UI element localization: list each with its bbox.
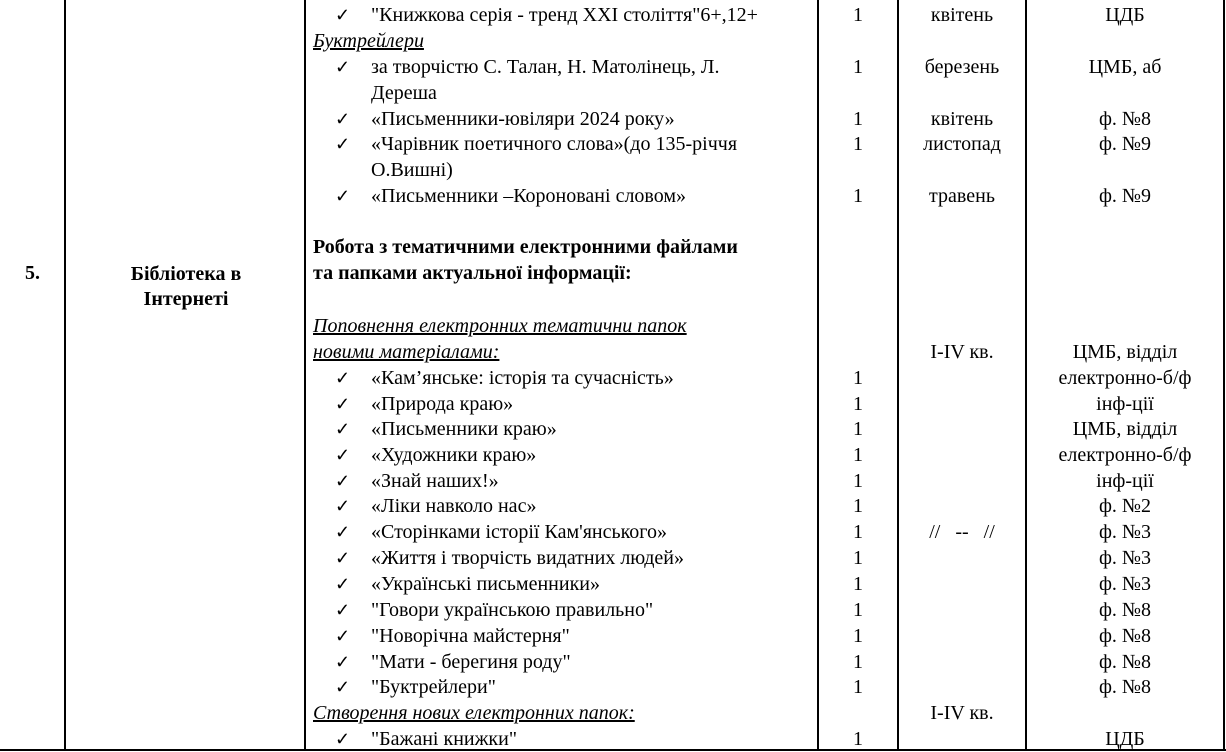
check-icon: ✓ — [335, 57, 351, 77]
check-icon: ✓ — [335, 522, 351, 542]
row-title-line2: Інтернеті — [143, 288, 229, 310]
check-icon: ✓ — [335, 5, 351, 25]
folder-item: ✓ «Письменники краю» — [335, 418, 557, 440]
term-cell: травень — [929, 185, 995, 207]
check-icon: ✓ — [335, 729, 351, 749]
check-icon: ✓ — [335, 677, 351, 697]
responsible-cell: ЦМБ, відділ — [1072, 341, 1178, 363]
quantity-cell: 1 — [853, 108, 863, 130]
term-cell: листопад — [923, 133, 1001, 155]
row-number: 5. — [25, 262, 40, 284]
check-icon: ✓ — [335, 574, 351, 594]
list-item-continuation: О.Вишні) — [371, 159, 453, 181]
border-right — [1223, 0, 1225, 751]
responsible-cell: ф. №2 — [1098, 495, 1152, 517]
responsible-cell: ф. №3 — [1098, 521, 1152, 543]
folder-item: ✓ «Знай наших!» — [335, 470, 499, 492]
quantity-cell: 1 — [853, 521, 863, 543]
responsible-cell: інф-ції — [1096, 393, 1154, 415]
list-item: ✓ «Чарівник поетичного слова»(до 135-річчя — [335, 133, 738, 155]
check-icon: ✓ — [335, 419, 351, 439]
quantity-cell: 1 — [853, 573, 863, 595]
quantity-cell: 1 — [853, 651, 863, 673]
check-icon: ✓ — [335, 471, 351, 491]
responsible-cell: ЦМБ, відділ — [1072, 418, 1178, 440]
responsible-cell: ф. №9 — [1098, 185, 1152, 207]
term-cell: I-IV кв. — [930, 702, 994, 724]
quantity-cell: 1 — [853, 444, 863, 466]
quantity-cell: 1 — [853, 547, 863, 569]
check-icon: ✓ — [335, 134, 351, 154]
list-item: ✓ "Книжкова серія - тренд XXI століття"6+,12+ — [335, 4, 758, 26]
check-icon: ✓ — [335, 109, 351, 129]
responsible-cell: ЦДБ — [1105, 728, 1145, 750]
responsible-cell: ф. №8 — [1098, 625, 1152, 647]
responsible-cell: інф-ції — [1096, 470, 1154, 492]
quantity-cell: 1 — [853, 728, 863, 750]
folder-item: ✓ "Говори українською правильно" — [335, 599, 654, 621]
quantity-cell: 1 — [853, 599, 863, 621]
row-title-line1: Бібліотека в — [130, 263, 242, 285]
responsible-cell: ф. №8 — [1098, 651, 1152, 673]
term-cell: квітень — [930, 4, 994, 26]
quantity-cell: 1 — [853, 133, 863, 155]
responsible-cell: ф. №8 — [1098, 676, 1152, 698]
subheading-booktrailers: Буктрейлери — [313, 30, 424, 52]
subheading-new-folders: Створення нових електронних папок: — [313, 702, 635, 724]
border-left-col1 — [64, 0, 66, 751]
check-icon: ✓ — [335, 445, 351, 465]
list-item: ✓ «Письменники –Короновані словом» — [335, 185, 687, 207]
section-heading-line1: Робота з тематичними електронними файлами — [313, 236, 738, 258]
folder-item: ✓ "Мати - берегиня роду" — [335, 651, 571, 673]
quantity-cell: 1 — [853, 676, 863, 698]
check-icon: ✓ — [335, 186, 351, 206]
quantity-cell: 1 — [853, 4, 863, 26]
quantity-cell: 1 — [853, 625, 863, 647]
quantity-cell: 1 — [853, 418, 863, 440]
list-item: ✓ "Бажані книжки" — [335, 728, 518, 750]
subheading-update-line1: Поповнення електронних тематични папок — [313, 315, 687, 337]
quantity-cell: 1 — [853, 56, 863, 78]
folder-item: ✓ "Новорічна майстерня" — [335, 625, 570, 647]
term-ditto-cell: // -- // — [929, 521, 995, 543]
term-cell: I-IV кв. — [930, 341, 994, 363]
quantity-cell: 1 — [853, 470, 863, 492]
row-title — [67, 262, 305, 312]
list-item: ✓ за творчістю С. Талан, Н. Матолінець, Л. — [335, 56, 720, 78]
check-icon: ✓ — [335, 368, 351, 388]
check-icon: ✓ — [335, 600, 351, 620]
subheading-update-line2: новими матеріалами: — [313, 341, 500, 363]
responsible-cell: електронно-б/ф — [1058, 367, 1192, 389]
responsible-cell: ф. №3 — [1098, 573, 1152, 595]
folder-item: ✓ «Українські письменники» — [335, 573, 600, 595]
folder-item: ✓ «Життя і творчість видатних людей» — [335, 547, 684, 569]
folder-item: ✓ «Сторінками історії Кам'янського» — [335, 521, 668, 543]
responsible-cell: ЦДБ — [1105, 4, 1145, 26]
quantity-cell: 1 — [853, 367, 863, 389]
border-left-col2 — [304, 0, 306, 751]
list-item-continuation: Дереша — [371, 82, 437, 104]
check-icon: ✓ — [335, 496, 351, 516]
responsible-cell: ф. №3 — [1098, 547, 1152, 569]
folder-item: ✓ "Буктрейлери" — [335, 676, 496, 698]
responsible-cell: ЦМБ, аб — [1088, 56, 1162, 78]
section-heading-line2: та папками актуальної інформації: — [313, 262, 632, 284]
quantity-cell: 1 — [853, 185, 863, 207]
folder-item: ✓ «Природа краю» — [335, 393, 514, 415]
responsible-cell: ф. №9 — [1098, 133, 1152, 155]
responsible-cell: ф. №8 — [1098, 108, 1152, 130]
responsible-cell: ф. №8 — [1098, 599, 1152, 621]
folder-item: ✓ «Художники краю» — [335, 444, 537, 466]
check-icon: ✓ — [335, 394, 351, 414]
quantity-cell: 1 — [853, 495, 863, 517]
folder-item: ✓ «Кам’янське: історія та сучасність» — [335, 367, 674, 389]
folder-item: ✓ «Ліки навколо нас» — [335, 495, 537, 517]
check-icon: ✓ — [335, 652, 351, 672]
term-cell: березень — [924, 56, 1000, 78]
term-cell: квітень — [930, 108, 994, 130]
quantity-cell: 1 — [853, 393, 863, 415]
responsible-cell: електронно-б/ф — [1058, 444, 1192, 466]
check-icon: ✓ — [335, 626, 351, 646]
list-item: ✓ «Письменники-ювіляри 2024 року» — [335, 108, 675, 130]
check-icon: ✓ — [335, 548, 351, 568]
